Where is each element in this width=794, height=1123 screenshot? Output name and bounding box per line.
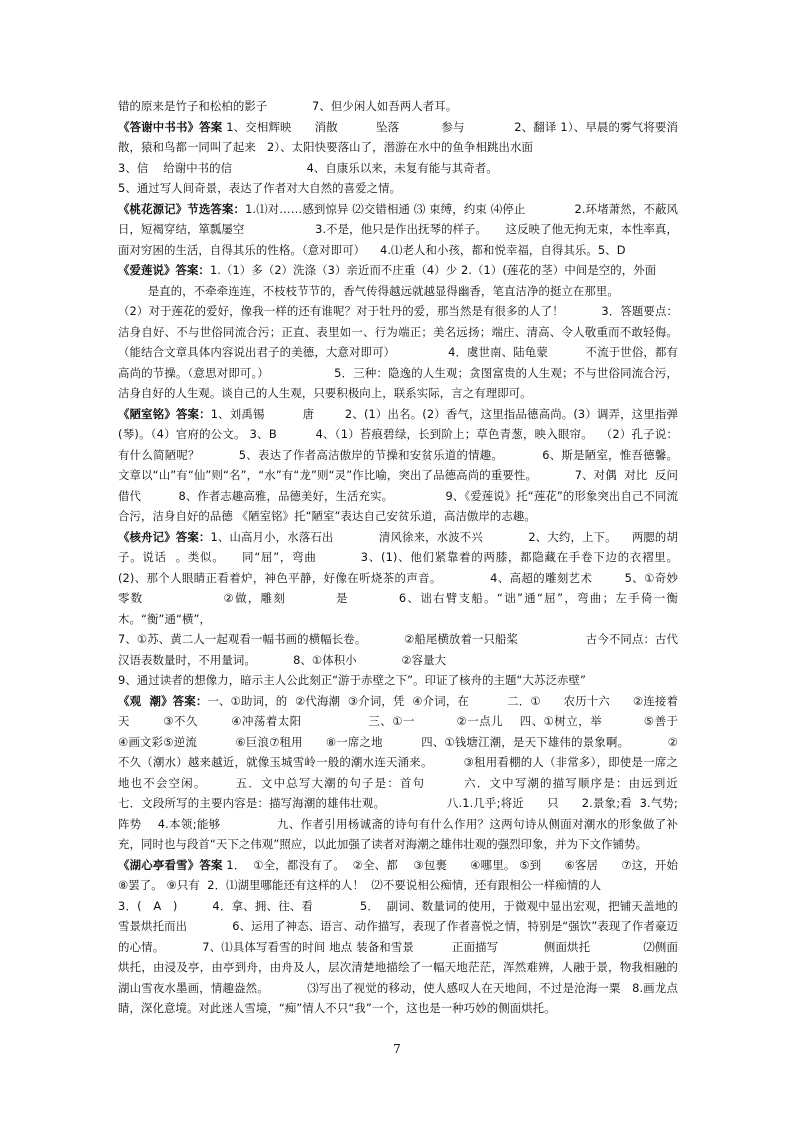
paragraph-1 bbox=[118, 117, 678, 199]
section-text: 1． ①全，都没有了。 ②全、都 ③包裹 ④哪里。 ⑤到 ⑥客居 ⑦这，开始 ⑧罢了。 ⑨只有 2．⑴湖里哪能还有这样的人！ ⑵不要说相公痴情，还有跟相公一样痴情的人 3．( A ) 4．拿、拥、往、看 5． 副词、数量词的使用，于微观中显出宏观，把铺天盖地的雪景烘托而出 6、运用了神态、语言、动作描写，表现了作者喜悦之情，特别是“强饮”表现了作者豪迈的心情。 7、⑴具体写看雪的时间 地点 装备和雪景 正面描写 侧面烘托 ⑵侧面烘托，由浸及亭，由亭到舟，由舟及人，层次清楚地描绘了一幅天地茫茫，浑然难辨，人融于景，物我相融的湖山雪夜水墨画，情趣盎然。 ⑶写出了视觉的移动，使人感叹人在天地间，不过是沧海一粟 8.画龙点睛，深化意境。对此迷人雪境，“痴”情人不只“我”一个，这也是一种巧妙的侧面烘托。 bbox=[118, 857, 678, 1015]
page-number: 7 bbox=[393, 1042, 401, 1056]
section-text: 1、刘禹锡 唐 2、(1）出名。(2）香气，这里指品德高尚。(3）调弄，这里指弹(琴)。（4）官府的公文。 3、B 4、（1）苔痕碧绿，长到阶上；草色青葱，映入眼帘。 （2）孔子说：有什么简陋呢？ 5、表达了作者高洁傲岸的节操和安贫乐道的情趣。 6、斯是陋室，惟吾德馨。 文章以“山”有“仙”则“名”，“水”有“龙”则“灵”作比喻，突出了品德高尚的重要性。 7、对偶 对比 反问 借代 8、作者志趣高雅，品德美好，生活充实。 9、《爱莲说》托“莲花”的形象突出自己不同流合污，洁身自好的品德 《陋室铭》托“陋室”表达自己安贫乐道，高洁傲岸的志趣。 bbox=[118, 406, 686, 523]
section-heading: 《桃花源记》节选答案： bbox=[118, 201, 246, 216]
paragraph-0 bbox=[118, 96, 678, 117]
section-text: 1、交相辉映 消散 坠落 参与 2、翻译 1）、早晨的雾气将要消散，猿和鸟都一同叫了起来 2）、太阳快要落山了，潜游在水中的鱼争相跳出水面 3、信 给谢中书的信 4、自康乐以来，未复有能与其奇者。 5、通过写人间奇景，表达了作者对大自然的喜爱之情。 bbox=[118, 119, 678, 195]
section-text: 一、①助词，的 ②代海潮 ③介词，凭 ④介词，在 二．① 农历十六 ②连接着天 ③不久 ④冲荡着太阳 三、①一 ②一点儿 四、①树立，举 ⑤善于 ④画文彩⑤逆流 ⑥巨浪⑦租用 ⑧一席之地 四、①钱塘江潮，是天下雄伟的景象啊。 ②不久（潮水）越来越近，就像玉城雪岭一般的潮水连天涌来。 ③租用看棚的人（非常多），即使是一席之地也不会空闲。 五．文中总写大潮的句子是：首句 六．文中写潮的描写顺序是：由远到近 七．文段所写的主要内容是：描写海潮的雄伟壮观。 八.1.几乎;将近 只 2.景象;看 3.气势;阵势 4.本领;能够 九、作者引用杨诚斋的诗句有什么作用？这两句诗从侧面对潮水的形象做了补充，同时也与段首“天下之伟观”照应，以此加强了读者对海潮之雄伟壮观的强烈印象，并为下文作铺势。 bbox=[118, 693, 723, 851]
section-heading: 《陋室铭》答案： bbox=[118, 406, 211, 421]
section-heading: 《核舟记》答案： bbox=[118, 529, 211, 544]
section-text: 1.（1）多（2）洗涤（3）亲近而不庄重（4）少 2.（1）(莲花的茎）中间是空的，外面 是直的，不牵牵连连，不枝枝节节的，香气传得越远就越显得幽香，笔直洁净的挺立在那里。 （2）对于莲花的爱好，像我一样的还有谁呢？对于牡丹的爱，那当然是有很多的人了！ 3．答题要点：洁身自好、不与世俗同流合污；正直、表里如一、行为端正；美名远扬；端庄、清高、令人敬重而不敢轻侮。（能结合文章具体内容说出君子的美德，大意对即可） 4．虞世南、陆龟蒙 不流于世俗，都有高尚的节操。（意思对即可。） 5．三种：隐逸的人生观；贪图富贵的人生观；不与世俗同流合污，洁身自好的人生观。谈自己的人生观，只要积极向上，联系实际，言之有理即可。 bbox=[118, 263, 678, 400]
paragraph-3 bbox=[118, 260, 678, 404]
paragraph-5 bbox=[118, 527, 678, 691]
section-text: 1.⑴对……感到惊异 ⑵交错相通 ⑶ 束缚，约束 ⑷停止 2.环堵萧然，不蔽风日，短褐穿结，箪瓢屡空 3.不是，他只是作出抚琴的样子。 这反映了他无拘无束，本性率真，面对穷困的生活，自得其乐的性格。（意对即可） 4.⑴老人和小孩，都和悦幸福，自得其乐。5、D bbox=[118, 201, 678, 257]
paragraph-2 bbox=[118, 199, 678, 261]
paragraph-6 bbox=[118, 691, 723, 855]
paragraph-4 bbox=[118, 404, 686, 527]
section-heading: 《答谢中书书》答案 bbox=[118, 119, 223, 134]
section-text: 错的原来是竹子和松柏的影子 7、但少闲人如吾两人者耳。 bbox=[118, 99, 458, 113]
section-heading: 《爱莲说》答案： bbox=[118, 263, 210, 277]
paragraph-7 bbox=[118, 855, 678, 1019]
section-text: 1、山高月小，水落石出 清风徐来，水波不兴 2、大约，上下。 两腮的胡子。说话 。类似。 同“屈”，弯曲 3、(1)、他们紧靠着的两膝，都隐藏在手卷下边的衣褶里。 (2)、那个人眼睛正看着炉，神色平静，好像在听烧茶的声音。 4、高超的雕刻艺术 5、①奇妙 零数 ②做，雕刻 是 6、诎右臂支船。“诎”通“屈”，弯曲；左手倚一衡木。“衡”通“横”， 7、①苏、黄二人一起观看一幅书画的横幅长卷。 ②船尾横放着一只船桨 古今不同点：古代汉语表数量时，不用量词。 8、①体积小 ②容量大 9、通过读者的想像力，暗示主人公此刻正“游于赤壁之下”。印证了核舟的主题“大苏泛赤壁” bbox=[118, 529, 678, 687]
section-heading: 《湖心亭看雪》答案 bbox=[118, 857, 223, 872]
answer-text-body bbox=[118, 96, 723, 1019]
section-heading: 《观 潮》答案： bbox=[118, 693, 208, 708]
